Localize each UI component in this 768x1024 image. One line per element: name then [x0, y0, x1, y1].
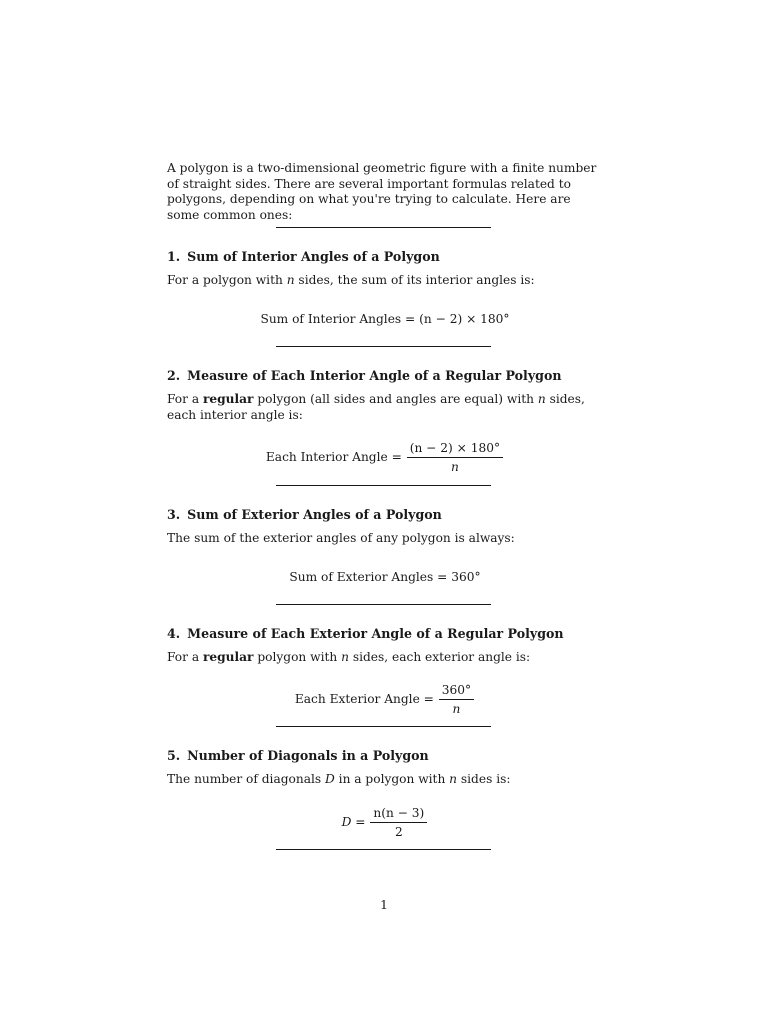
section-number: 5. [167, 748, 181, 763]
section-heading-1 [167, 249, 440, 264]
fraction [407, 441, 503, 474]
horizontal-rule [276, 849, 491, 850]
section-heading-2 [167, 368, 562, 383]
horizontal-rule [276, 726, 491, 727]
section-number: 3. [167, 507, 181, 522]
variable-n: n [286, 273, 295, 287]
text-run: The number of diagonals [167, 772, 326, 786]
section-heading-4 [167, 626, 564, 641]
section-text-3: The sum of the exterior angles of any polygon is always: [167, 531, 515, 545]
section-text-4 [167, 650, 603, 666]
section-title: Number of Diagonals in a Polygon [187, 748, 429, 763]
section-number: 2. [167, 368, 181, 383]
bold-word: regular [202, 650, 254, 664]
text-run: For a [167, 392, 203, 406]
formula-2 [167, 441, 603, 474]
denominator: n [450, 460, 459, 474]
fraction [439, 683, 474, 716]
formula-lhs: Sum of Interior Angles = [260, 312, 420, 326]
variable-n: n [341, 650, 349, 664]
text-run: polygon with [253, 650, 342, 664]
section-text-5 [167, 772, 603, 788]
section-text-1 [167, 273, 603, 289]
formula-lhs: D = [341, 815, 370, 829]
formula-lhs: Each Interior Angle = [265, 450, 406, 464]
section-heading-3 [167, 507, 442, 522]
text-run: For a [167, 650, 203, 664]
text-run: For a polygon with [167, 273, 287, 287]
section-heading-5 [167, 748, 429, 763]
section-title: Measure of Each Exterior Angle of a Regular Polygon [187, 626, 564, 641]
intro-paragraph: A polygon is a two-dimensional geometric figure with a finite number of straight sides. There are several important formulas related to polygons, depending on what you're trying to calculate. Here are some common ones: [167, 161, 597, 222]
formula-3: Sum of Exterior Angles = 360° [289, 570, 481, 584]
formula-5 [167, 806, 603, 839]
section-title: Measure of Each Interior Angle of a Regular Polygon [187, 368, 562, 383]
variable-n: n [449, 772, 458, 786]
horizontal-rule [276, 604, 491, 605]
section-title: Sum of Exterior Angles of a Polygon [187, 507, 442, 522]
formula-4 [167, 683, 603, 716]
bold-word: regular [202, 392, 254, 406]
text-run: sides, each exterior angle is: [348, 650, 531, 664]
page-number: 1 [380, 898, 388, 912]
section-number: 4. [167, 626, 181, 641]
variable-n: n [537, 392, 546, 406]
horizontal-rule [276, 346, 491, 347]
horizontal-rule [276, 227, 491, 228]
numerator: 360° [439, 683, 474, 700]
text-run: sides, the sum of its interior angles is: [294, 273, 535, 287]
section-title: Sum of Interior Angles of a Polygon [187, 249, 440, 264]
denominator: n [452, 702, 461, 716]
text-run: sides is: [457, 772, 511, 786]
numerator: (n − 2) × 180° [407, 441, 503, 458]
horizontal-rule [276, 485, 491, 486]
formula-rhs: (n − 2) × 180° [419, 312, 510, 326]
section-text-2 [167, 392, 603, 423]
formula-lhs: Each Exterior Angle = [294, 692, 438, 706]
fraction [370, 806, 427, 839]
formula-1 [167, 312, 603, 326]
text-run: polygon (all sides and angles are equal) with [253, 392, 538, 406]
text-run: sides, each interior angle is: [167, 392, 585, 422]
text-run: in a polygon with [334, 772, 450, 786]
numerator: n(n − 3) [370, 806, 427, 823]
section-number: 1. [167, 249, 181, 264]
denominator: 2 [394, 825, 403, 839]
variable-d: D [325, 772, 335, 786]
